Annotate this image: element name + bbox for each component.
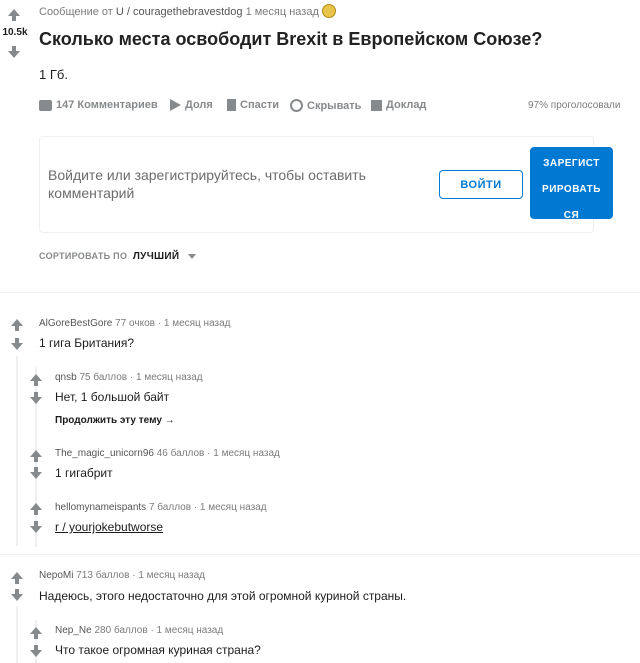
comment-author[interactable]: NepoMi	[39, 570, 74, 581]
login-button[interactable]: ВОЙТИ	[439, 170, 523, 199]
comment-text: 1 гигабрит	[55, 466, 113, 480]
post-time: 1 месяц назад	[245, 6, 319, 18]
continue-thread-link[interactable]	[55, 415, 175, 426]
subreddit-link[interactable]: r / yourjokebutworse	[55, 520, 164, 534]
post-author-link[interactable]: U / couragethebravestdog	[115, 6, 243, 18]
hide-label: Скрывать	[307, 99, 362, 112]
comment-upvote-icon[interactable]	[30, 503, 42, 510]
post-upvote-icon[interactable]	[8, 9, 20, 16]
comment-info: 75 баллов · 1 месяц назад	[79, 372, 203, 383]
signup-label-line3: СЯ	[563, 210, 580, 221]
sort-value: ЛУЧШИЙ	[132, 251, 180, 262]
post-downvote-icon[interactable]	[8, 51, 20, 58]
signup-button[interactable]	[530, 147, 613, 219]
comments-button[interactable]	[39, 99, 158, 111]
comment-downvote-icon[interactable]	[11, 343, 23, 350]
comment-meta	[39, 318, 231, 329]
award-icon	[322, 4, 336, 18]
comment-downvote-icon[interactable]	[11, 594, 23, 601]
post-score: 10.5k	[2, 27, 28, 38]
comment-meta	[55, 502, 267, 513]
comment-meta	[55, 448, 280, 459]
post-title[interactable]: Сколько места освободит Brexit в Европейском Союзе?	[39, 29, 543, 49]
comment-icon	[39, 100, 52, 111]
comment-text: 1 гига Британия?	[39, 336, 134, 350]
comment-text: Надеюсь, этого недостаточно для этой огромной куриной страны.	[39, 589, 407, 603]
comment-author[interactable]: The_magic_unicorn96	[55, 448, 154, 459]
comment-upvote-icon[interactable]	[30, 627, 42, 634]
comment-upvote-icon[interactable]	[11, 319, 23, 326]
comment-upvote-icon[interactable]	[30, 450, 42, 457]
comment-info: 280 баллов · 1 месяц назад	[94, 625, 224, 636]
post-body: 1 Гб.	[39, 67, 68, 82]
thread-line	[16, 607, 18, 663]
chevron-down-icon	[188, 254, 196, 259]
comment-meta	[55, 625, 223, 636]
comments-label: 147 Комментариев	[56, 99, 158, 111]
login-prompt-text: Войдите или зарегистрируйтесь, чтобы оставить комментарий	[48, 167, 366, 201]
hide-button[interactable]	[290, 99, 361, 112]
arrow-right-icon: →	[164, 415, 175, 426]
divider	[0, 554, 640, 555]
comment-info: 7 баллов · 1 месяц назад	[148, 502, 267, 513]
comment-text: Нет, 1 большой байт	[55, 390, 170, 404]
save-label: Спасти	[240, 99, 279, 111]
comment-info: 77 очков · 1 месяц назад	[115, 318, 231, 329]
comment-author[interactable]: Nep_Ne	[55, 625, 92, 636]
thread-line	[16, 356, 18, 546]
comment-text: Что такое огромная куриная страна?	[55, 643, 261, 657]
divider	[0, 292, 640, 293]
hide-icon	[290, 99, 303, 112]
comment-meta	[55, 372, 203, 383]
share-icon	[170, 99, 181, 111]
sort-dropdown[interactable]	[39, 251, 196, 262]
share-label: Доля	[185, 99, 213, 111]
post-meta-prefix: Сообщение от	[39, 6, 113, 18]
comment-downvote-icon[interactable]	[30, 397, 42, 404]
report-label: Доклад	[386, 99, 427, 111]
flag-icon	[371, 100, 382, 111]
comment-info: 46 баллов · 1 месяц назад	[156, 448, 280, 459]
comment-upvote-icon[interactable]	[30, 374, 42, 381]
comment-author[interactable]: hellomynameispants	[55, 502, 147, 513]
save-button[interactable]	[227, 99, 279, 111]
share-button[interactable]	[170, 99, 213, 111]
bookmark-icon	[227, 99, 236, 111]
comment-downvote-icon[interactable]	[30, 472, 42, 479]
comment-downvote-icon[interactable]	[30, 526, 42, 533]
comment-author[interactable]: AlGoreBestGore	[39, 318, 113, 329]
continue-thread-label: Продолжить эту тему	[55, 415, 162, 426]
comment-info: 713 баллов · 1 месяц назад	[76, 570, 205, 581]
upvote-ratio: 97% проголосовали	[528, 100, 621, 111]
comment-upvote-icon[interactable]	[11, 572, 23, 579]
comment-meta	[39, 570, 205, 581]
comment-downvote-icon[interactable]	[30, 650, 42, 657]
post-meta	[39, 6, 319, 18]
comment-author[interactable]: qnsb	[55, 372, 77, 383]
signup-label-line2: РИРОВАТЬ	[542, 184, 601, 195]
report-button[interactable]	[371, 99, 426, 111]
sort-label: СОРТИРОВАТЬ ПО	[39, 251, 128, 261]
signup-label-line1: ЗАРЕГИСТ	[543, 158, 600, 169]
